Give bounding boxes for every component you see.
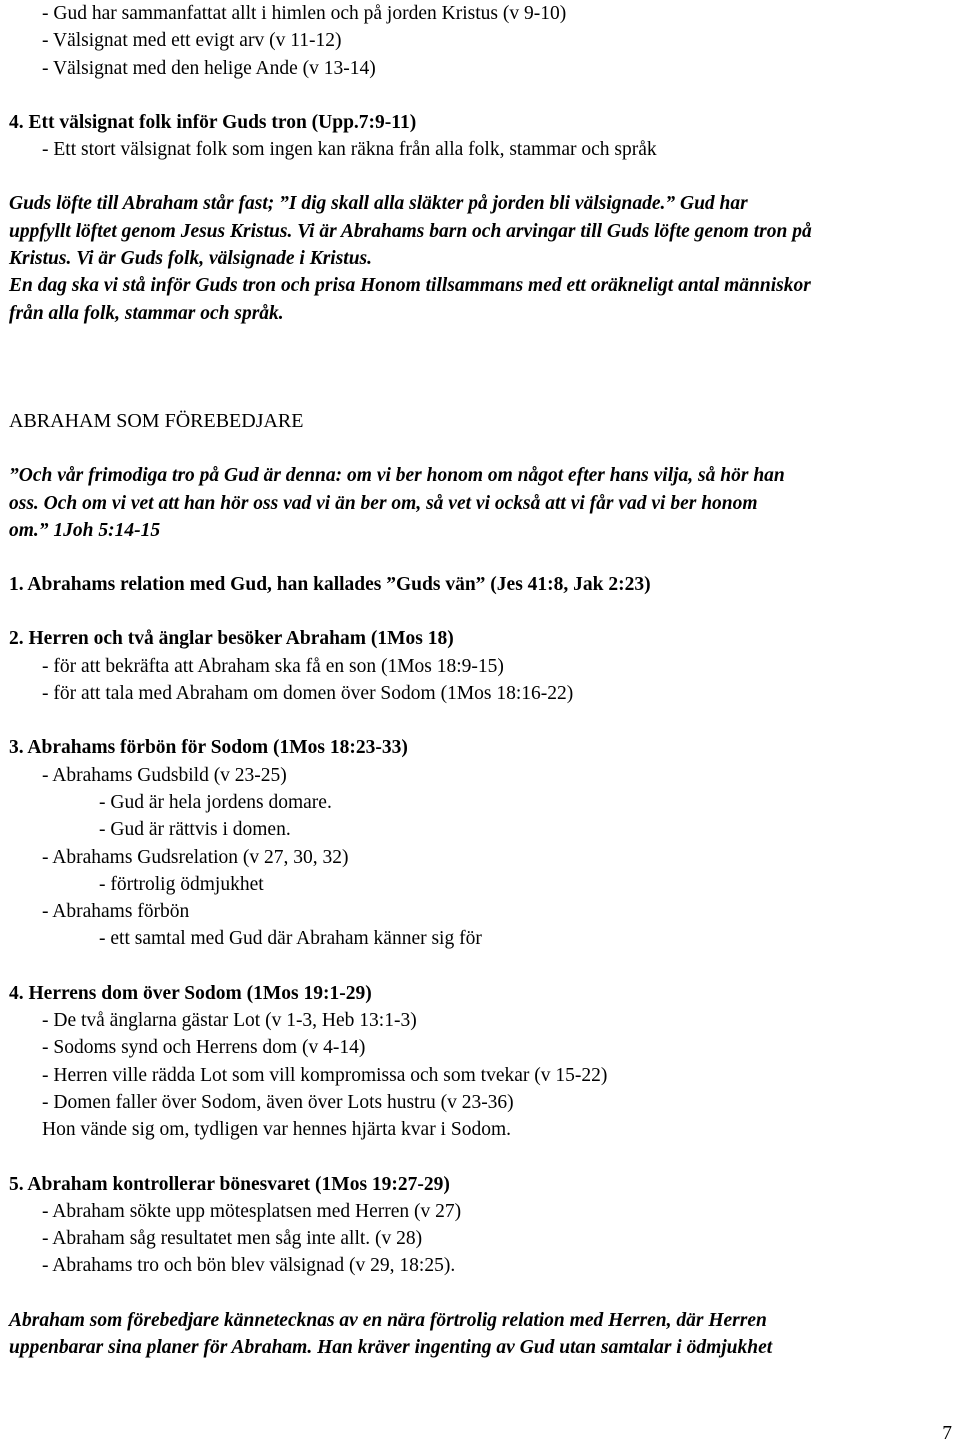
point4-heading: 4. Herrens dom över Sodom (1Mos 19:1-29): [9, 982, 372, 1004]
list-item: - Abrahams Gudsbild (v 23-25): [42, 764, 287, 786]
point3-heading: 3. Abrahams förbön för Sodom (1Mos 18:23-33): [9, 737, 408, 759]
paragraph-line: uppenbarar sina planer för Abraham. Han kräver ingenting av Gud utan samtalar i ödmjukhet: [9, 1336, 773, 1358]
list-item: - Abrahams förbön: [42, 901, 190, 923]
main-heading: ABRAHAM SOM FÖREBEDJARE: [9, 409, 304, 432]
sub-list-item: - förtrolig ödmjukhet: [99, 873, 264, 895]
list-item: - Herren ville rädda Lot som vill kompromissa och som tvekar (v 15-22): [42, 1064, 608, 1086]
point1-heading: 1. Abrahams relation med Gud, han kallades ”Guds vän” (Jes 41:8, Jak 2:23): [9, 574, 651, 596]
list-item: Hon vände sig om, tydligen var hennes hjärta kvar i Sodom.: [42, 1119, 511, 1141]
top-list: [9, 0, 949, 82]
sub-list-item: - Gud är hela jordens domare.: [99, 791, 332, 813]
list-item: - Sodoms synd och Herrens dom (v 4-14): [42, 1037, 366, 1059]
list-item: - för att tala med Abraham om domen över Sodom (1Mos 18:16-22): [42, 683, 574, 705]
point5-heading: 5. Abraham kontrollerar bönesvaret (1Mos 19:27-29): [9, 1173, 450, 1195]
list-item: - Gud har sammanfattat allt i himlen och på jorden Kristus (v 9-10): [42, 3, 567, 24]
document-page: [9, 0, 949, 1361]
list-item: - Abrahams Gudsrelation (v 27, 30, 32): [42, 846, 349, 868]
paragraph-line: från alla folk, stammar och språk.: [9, 302, 284, 324]
quote-line: ”Och vår frimodiga tro på Gud är denna: om vi ber honom om något efter hans vilja, så hör han: [9, 465, 785, 487]
list-item: - Abraham sökte upp mötesplatsen med Herren (v 27): [42, 1200, 462, 1222]
summary-paragraph: [9, 190, 949, 326]
paragraph-line: Kristus. Vi är Guds folk, välsignade i Kristus.: [9, 248, 373, 270]
scripture-quote: [9, 462, 949, 544]
paragraph-line: Abraham som förebedjare kännetecknas av en nära förtrolig relation med Herren, där Herren: [9, 1309, 767, 1331]
sub-list-item: - Gud är rättvis i domen.: [99, 819, 291, 841]
point2-heading: 2. Herren och två änglar besöker Abraham (1Mos 18): [9, 628, 454, 650]
paragraph-line: En dag ska vi stå inför Guds tron och prisa Honom tillsammans med ett oräkneligt antal människor: [9, 275, 811, 297]
paragraph-line: Guds löfte till Abraham står fast; ”I dig skall alla släkter på jorden bli välsignade.” Gud har: [9, 193, 748, 215]
paragraph-line: uppfyllt löftet genom Jesus Kristus. Vi är Abrahams barn och arvingar till Guds löfte genom tron på: [9, 220, 812, 242]
sub-list-item: - ett samtal med Gud där Abraham känner sig för: [99, 928, 482, 950]
section4-heading: 4. Ett välsignat folk inför Guds tron (Upp.7:9-11): [9, 111, 417, 133]
list-item: - Domen faller över Sodom, även över Lots hustru (v 23-36): [42, 1091, 514, 1113]
list-item: - för att bekräfta att Abraham ska få en son (1Mos 18:9-15): [42, 655, 504, 677]
list-item: - Välsignat med den helige Ande (v 13-14): [42, 57, 376, 79]
list-item: - De två änglarna gästar Lot (v 1-3, Heb 13:1-3): [42, 1010, 417, 1032]
page-number: 7: [942, 1423, 952, 1444]
quote-line: om.” 1Joh 5:14-15: [9, 519, 161, 541]
list-item: - Abraham såg resultatet men såg inte allt. (v 28): [42, 1228, 423, 1250]
list-item: - Välsignat med ett evigt arv (v 11-12): [42, 30, 342, 52]
quote-line: oss. Och om vi vet att han hör oss vad vi än ber om, så vet vi också att vi får vad vi ber honom: [9, 492, 758, 514]
list-item: - Abrahams tro och bön blev välsignad (v 29, 18:25).: [42, 1255, 456, 1277]
conclusion-paragraph: [9, 1307, 949, 1362]
list-item: - Ett stort välsignat folk som ingen kan räkna från alla folk, stammar och språk: [42, 139, 657, 161]
